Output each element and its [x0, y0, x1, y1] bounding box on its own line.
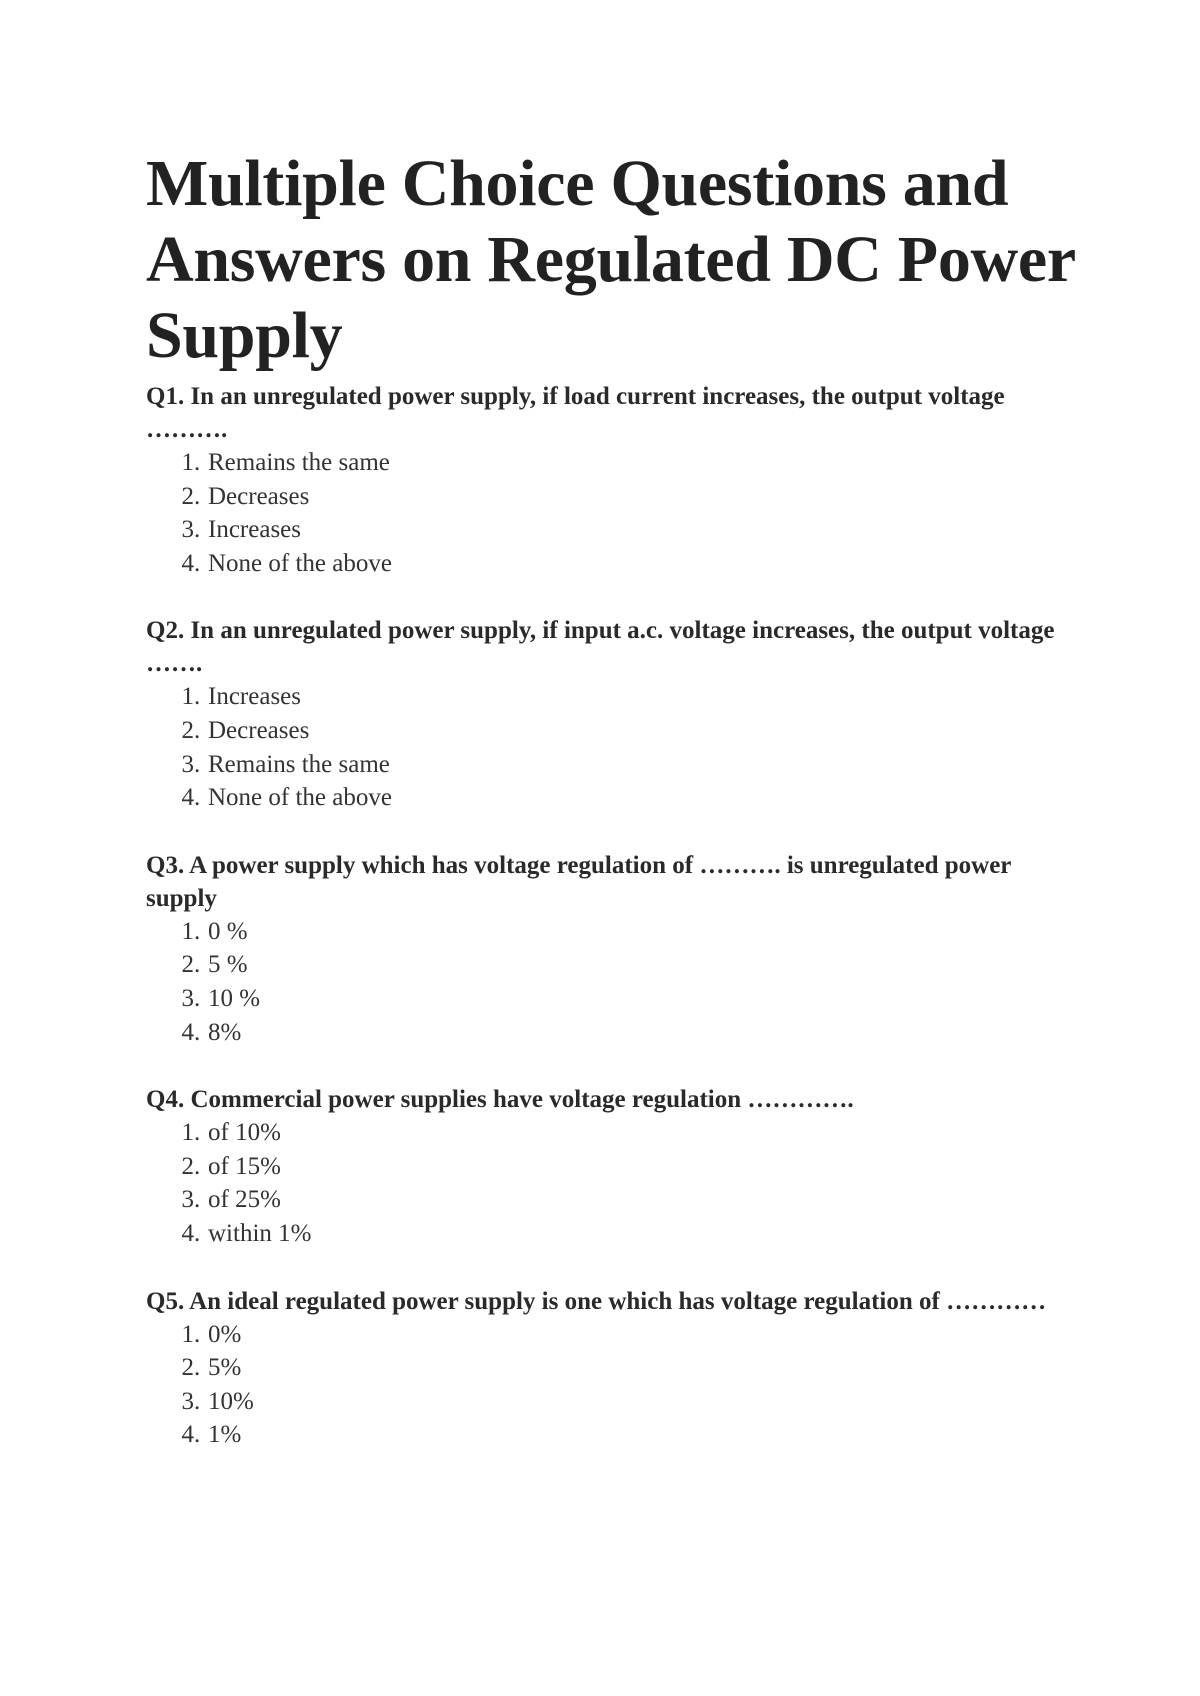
question-label: Q5.	[146, 1287, 185, 1315]
answer-option[interactable]: 3 . 10 %	[146, 982, 1076, 1016]
option-text: 1%	[208, 1421, 242, 1449]
question-5	[146, 1285, 1076, 1452]
option-text: None of the above	[208, 784, 392, 812]
question-4	[146, 1083, 1076, 1250]
option-number: 4	[181, 1219, 194, 1247]
answer-option[interactable]: 1 . 0 %	[146, 915, 1076, 949]
answer-option[interactable]: 3 . Increases	[146, 513, 1076, 547]
option-number: 3	[181, 516, 194, 544]
option-number: 4	[181, 549, 194, 577]
document-page	[146, 146, 1076, 1452]
question-label: Q2.	[146, 617, 185, 645]
option-number: 4	[181, 1421, 194, 1449]
option-number: 1	[181, 1119, 194, 1147]
answer-option[interactable]: 2 . 5 %	[146, 948, 1076, 982]
question-heading	[146, 1083, 1076, 1116]
question-heading	[146, 380, 1076, 446]
answer-option[interactable]: 3 . of 25%	[146, 1183, 1076, 1217]
question-text: An ideal regulated power supply is one which has voltage regulation of …………	[189, 1287, 1047, 1315]
answer-option[interactable]: 3 . Remains the same	[146, 748, 1076, 782]
option-text: of 15%	[208, 1152, 281, 1180]
question-2	[146, 614, 1076, 814]
option-text: Decreases	[208, 482, 310, 510]
answer-option[interactable]: 2 . 5%	[146, 1351, 1076, 1385]
answer-options	[146, 1318, 1076, 1452]
option-number: 4	[181, 784, 194, 812]
question-heading	[146, 614, 1076, 680]
option-text: of 10%	[208, 1119, 281, 1147]
answer-option[interactable]: 2 . Decreases	[146, 714, 1076, 748]
option-text: None of the above	[208, 549, 392, 577]
option-text: Decreases	[208, 716, 310, 744]
option-number: 3	[181, 984, 194, 1012]
option-number: 2	[181, 951, 194, 979]
option-text: 5 %	[208, 951, 248, 979]
question-3	[146, 849, 1076, 1049]
option-number: 2	[181, 482, 194, 510]
answer-options	[146, 1116, 1076, 1250]
answer-option[interactable]: 4 . within 1%	[146, 1217, 1076, 1251]
option-text: 8%	[208, 1018, 242, 1046]
answer-option[interactable]: 4 . None of the above	[146, 781, 1076, 815]
question-heading	[146, 1285, 1076, 1318]
option-text: Increases	[208, 683, 301, 711]
answer-options	[146, 446, 1076, 580]
question-label: Q4.	[146, 1086, 185, 1114]
option-text: within 1%	[208, 1219, 312, 1247]
option-text: of 25%	[208, 1186, 281, 1214]
question-label: Q1.	[146, 383, 185, 410]
option-number: 3	[181, 750, 194, 778]
question-text: A power supply which has voltage regulation of ………. is unregulated power supply	[146, 851, 1011, 912]
option-text: 10%	[208, 1387, 254, 1415]
option-number: 4	[181, 1018, 194, 1046]
question-text: In an unregulated power supply, if load current increases, the output voltage ……….	[146, 383, 1005, 443]
option-number: 3	[181, 1186, 194, 1214]
question-text: Commercial power supplies have voltage regulation ………….	[190, 1086, 854, 1114]
answer-option[interactable]: 2 . Decreases	[146, 480, 1076, 514]
option-number: 1	[181, 1320, 194, 1348]
option-text: 0%	[208, 1320, 242, 1348]
answer-option[interactable]: 1 . Increases	[146, 680, 1076, 714]
option-number: 2	[181, 716, 194, 744]
page-title: Multiple Choice Questions and Answers on Regulated DC Power Supply	[146, 147, 1075, 372]
answer-option[interactable]: 1 . Remains the same	[146, 446, 1076, 480]
answer-options	[146, 680, 1076, 814]
question-label: Q3.	[146, 851, 185, 879]
question-1	[146, 380, 1076, 580]
option-text: Remains the same	[208, 750, 390, 778]
answer-option[interactable]: 4 . 8%	[146, 1016, 1076, 1050]
option-number: 2	[181, 1354, 194, 1382]
option-text: Remains the same	[208, 449, 390, 476]
option-text: 5%	[208, 1354, 242, 1382]
option-number: 1	[181, 449, 194, 476]
question-text: In an unregulated power supply, if input a.c. voltage increases, the output voltage …….	[146, 617, 1055, 678]
option-number: 2	[181, 1152, 194, 1180]
option-number: 1	[181, 917, 194, 945]
answer-options	[146, 915, 1076, 1049]
option-text: 0 %	[208, 917, 248, 945]
option-number: 1	[181, 683, 194, 711]
option-text: 10 %	[208, 984, 261, 1012]
answer-option[interactable]: 3 . 10%	[146, 1385, 1076, 1419]
question-heading	[146, 849, 1076, 915]
answer-option[interactable]: 1 . 0%	[146, 1318, 1076, 1352]
answer-option[interactable]: 1 . of 10%	[146, 1116, 1076, 1150]
option-number: 3	[181, 1387, 194, 1415]
answer-option[interactable]: 4 . 1%	[146, 1418, 1076, 1452]
answer-option[interactable]: 4 . None of the above	[146, 547, 1076, 581]
answer-option[interactable]: 2 . of 15%	[146, 1150, 1076, 1184]
option-text: Increases	[208, 516, 301, 544]
